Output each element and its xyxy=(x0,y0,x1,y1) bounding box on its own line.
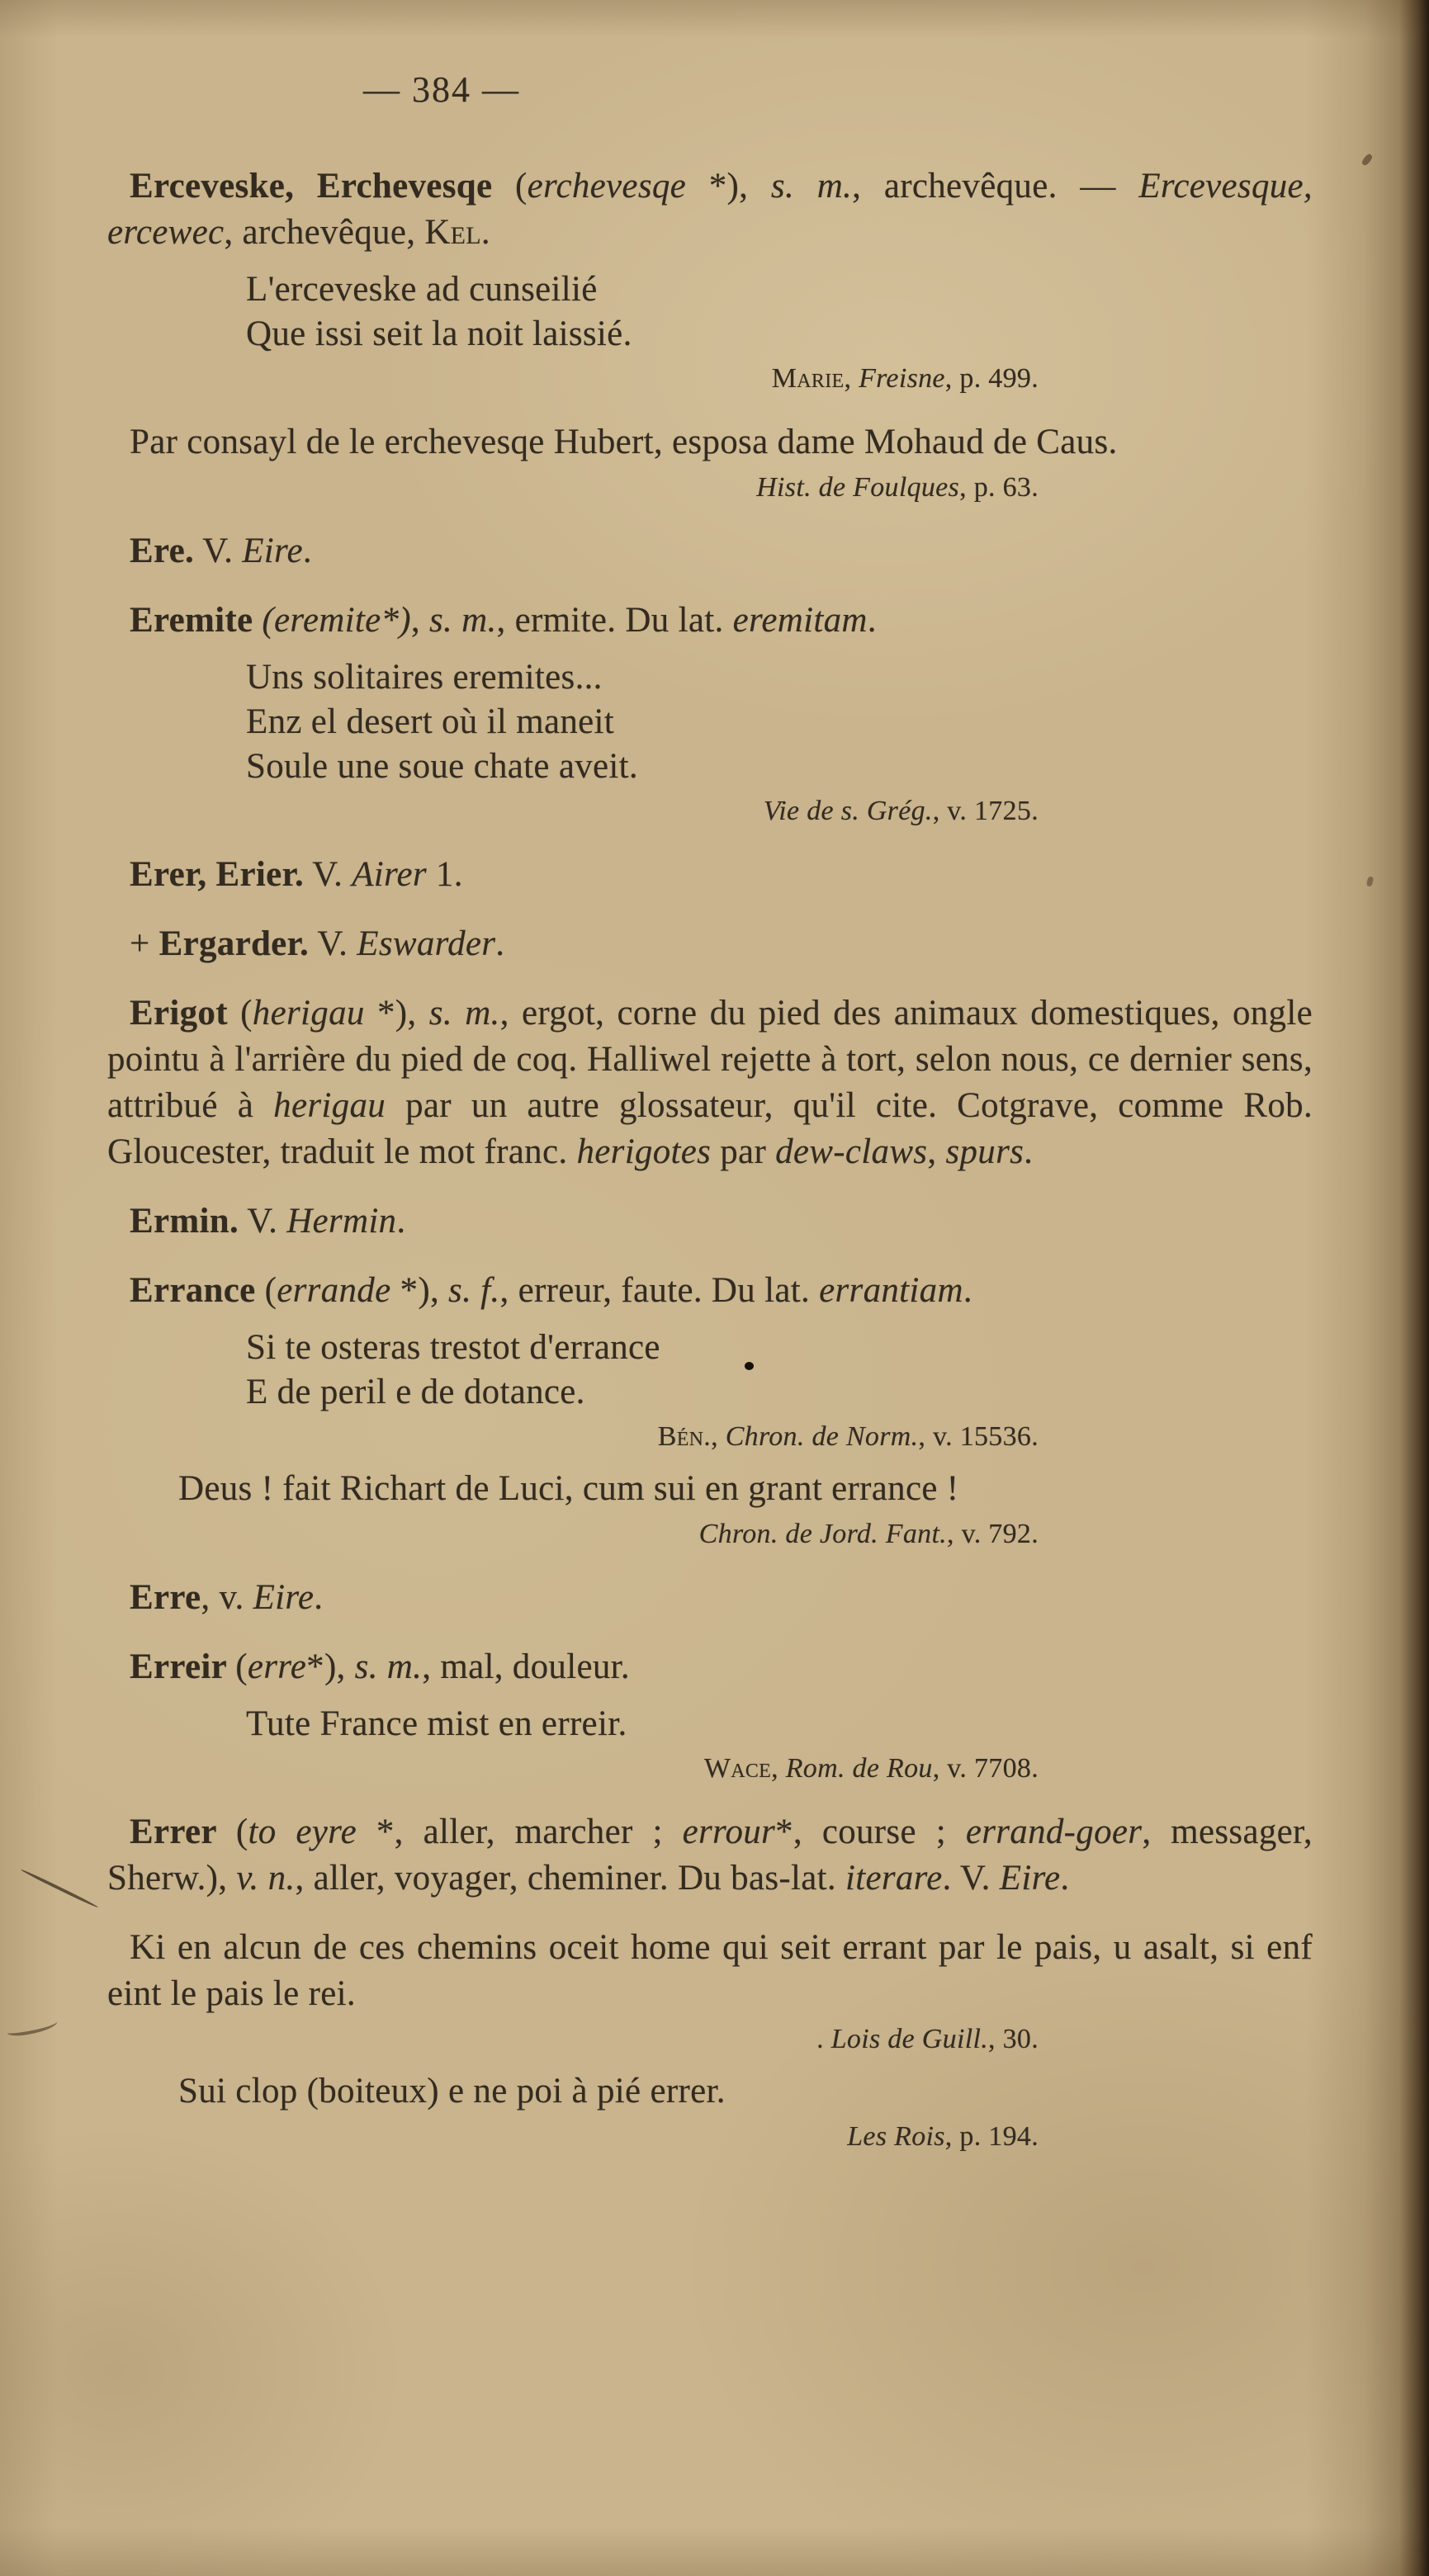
text-segment: , xyxy=(410,601,429,640)
text-segment: , v. 1725. xyxy=(932,796,1039,826)
verse-line xyxy=(246,312,1313,357)
dictionary-entry xyxy=(107,990,1313,1175)
dictionary-entry xyxy=(107,852,1313,898)
page-content-column xyxy=(107,69,1313,2156)
text-segment: errour xyxy=(682,1813,776,1851)
text-segment: Ercevesque, ercewec xyxy=(107,167,1313,252)
text-segment: s. f. xyxy=(448,1271,500,1310)
text-segment: Tute France mist en erreir. xyxy=(246,1704,627,1743)
text-segment: , v. 792. xyxy=(947,1519,1039,1549)
verse-line xyxy=(246,1370,1313,1415)
text-segment: Eire xyxy=(999,1859,1061,1898)
text-segment: Erceveske, Erchevesqe xyxy=(130,167,516,206)
verse-line xyxy=(246,744,1313,789)
text-segment: s. m. xyxy=(428,994,500,1033)
prose-quote xyxy=(178,1466,1313,1512)
text-segment: herigotes xyxy=(576,1132,712,1171)
text-segment: Bén xyxy=(657,1421,704,1452)
text-segment: Wace xyxy=(703,1753,772,1784)
text-segment: . xyxy=(1060,1859,1070,1898)
dictionary-entry xyxy=(107,598,1313,644)
text-segment: erre xyxy=(247,1647,307,1686)
text-segment: par xyxy=(711,1132,776,1171)
page-number: — 384 — xyxy=(363,69,520,110)
text-segment: Les Rois xyxy=(847,2121,945,2152)
text-segment: Errance xyxy=(130,1271,265,1310)
paper-speck-artifact-2 xyxy=(1366,876,1375,886)
citation xyxy=(107,2022,1313,2057)
text-segment: . xyxy=(396,1202,406,1241)
dictionary-entry xyxy=(107,1644,1313,1690)
text-segment: ( xyxy=(235,1647,248,1686)
text-segment: , ermite. Du lat. xyxy=(496,601,733,640)
verse-line xyxy=(246,1326,1313,1370)
text-segment: v. n. xyxy=(236,1859,296,1898)
text-segment: ., xyxy=(703,1421,726,1452)
text-segment: Hermin xyxy=(286,1202,397,1241)
dictionary-entry xyxy=(107,1809,1313,1902)
text-segment: erchevesqe xyxy=(527,167,687,206)
text-segment: Freisne xyxy=(859,363,945,394)
dictionary-entry xyxy=(107,921,1313,967)
text-segment: , p. 194. xyxy=(944,2121,1039,2152)
verse-line xyxy=(246,655,1313,700)
text-segment: . xyxy=(480,213,490,252)
text-segment: , 30. xyxy=(988,2024,1039,2054)
text-segment: 1. xyxy=(426,855,463,894)
text-segment: *, aller, marcher ; xyxy=(356,1813,683,1851)
dictionary-entry xyxy=(107,1925,1313,2017)
citation xyxy=(107,2120,1313,2154)
text-segment: Uns solitaires eremites... xyxy=(246,658,603,697)
text-segment: Eire xyxy=(253,1578,315,1617)
text-segment: Eswarder xyxy=(357,924,496,963)
text-segment: Hist. de Foulques xyxy=(756,472,960,503)
text-segment: . xyxy=(314,1578,324,1617)
text-segment: Erre xyxy=(130,1578,201,1617)
text-segment: Chron. de Norm. xyxy=(725,1421,919,1452)
text-segment: Erigot xyxy=(130,994,241,1033)
text-segment: s. m. xyxy=(354,1647,423,1686)
text-segment: , mal, douleur. xyxy=(422,1647,630,1686)
text-segment: , v. 15536. xyxy=(918,1421,1039,1452)
dictionary-entry xyxy=(107,419,1313,466)
text-segment: . xyxy=(1024,1132,1034,1171)
text-segment: , erreur, faute. Du lat. xyxy=(499,1271,820,1310)
citation xyxy=(107,1517,1313,1552)
text-segment: Ergarder. xyxy=(159,924,310,963)
text-segment: *), xyxy=(390,1271,449,1310)
citation xyxy=(107,470,1313,505)
text-segment: V. xyxy=(309,924,357,963)
pen-mark-artifact-2 xyxy=(6,2016,59,2039)
text-segment: Airer xyxy=(352,855,427,894)
dictionary-entry xyxy=(107,163,1313,256)
text-segment: L'erceveske ad cunseilié xyxy=(246,270,598,309)
text-segment: V. xyxy=(194,532,243,570)
text-segment: . xyxy=(302,532,312,570)
text-segment: *), xyxy=(364,994,429,1033)
text-segment: ( xyxy=(264,1271,277,1310)
text-segment: , ergot, corne du pied des animaux domestiques, ongle pointu à l'arrière du pied de coq. Halliwel rejette à tort, selon nous, ce dernier sens, attribué à xyxy=(107,994,1313,1125)
text-segment: eremitam xyxy=(732,601,868,640)
text-segment: Chron. de Jord. Fant. xyxy=(698,1519,947,1549)
text-segment: to eyre xyxy=(248,1813,357,1851)
text-segment: *), xyxy=(686,167,771,206)
text-segment: Vie de s. Grég. xyxy=(763,796,933,826)
text-segment: + xyxy=(130,924,159,963)
text-segment: , xyxy=(771,1753,786,1784)
text-segment: Errer xyxy=(130,1813,236,1851)
citation xyxy=(107,1751,1313,1786)
text-segment: s. m. xyxy=(770,167,853,206)
text-segment: herigau xyxy=(252,994,365,1033)
text-segment: . xyxy=(867,601,877,640)
text-segment: Ere. xyxy=(130,532,195,570)
text-segment: Ermin. xyxy=(130,1202,239,1241)
text-segment: Marie xyxy=(771,363,845,394)
text-segment: ( xyxy=(240,994,253,1033)
text-segment: , aller, voyager, cheminer. Du bas-lat. xyxy=(295,1859,845,1898)
dictionary-entry xyxy=(107,528,1313,574)
text-segment: *, course ; xyxy=(775,1813,966,1851)
text-segment: errantiam xyxy=(819,1271,963,1310)
text-segment: , archevêque. — xyxy=(852,167,1139,206)
dictionary-entry xyxy=(107,1268,1313,1314)
text-segment: , xyxy=(927,1132,946,1171)
text-segment: Si te osteras trestot d'errance xyxy=(246,1328,660,1367)
text-segment: Deus ! fait Richart de Luci, cum sui en grant errance ! xyxy=(178,1469,959,1508)
text-segment: errande xyxy=(277,1271,391,1310)
text-segment: Sui clop (boiteux) e ne poi à pié errer. xyxy=(178,2072,726,2110)
text-segment: Eremite xyxy=(130,601,263,640)
pen-mark-artifact xyxy=(20,1868,98,1908)
text-segment: , archevêque, xyxy=(224,213,425,252)
verse-line xyxy=(246,1702,1313,1746)
verse-line xyxy=(246,267,1313,312)
dictionary-entry xyxy=(107,1198,1313,1245)
text-segment: Que issi seit la noit laissié. xyxy=(246,314,632,353)
text-segment: spurs xyxy=(945,1132,1024,1171)
text-segment: (eremite*) xyxy=(262,601,411,640)
text-segment: Rom. de Rou xyxy=(785,1753,933,1784)
text-segment: Lois de Guill. xyxy=(830,2024,988,2054)
citation xyxy=(107,794,1313,829)
text-segment: s. m. xyxy=(429,601,497,640)
text-segment: herigau xyxy=(273,1086,386,1125)
text-segment: , p. 499. xyxy=(944,363,1039,394)
text-segment: E de peril e de dotance. xyxy=(246,1373,585,1411)
prose-quote xyxy=(178,2068,1313,2115)
text-segment: , xyxy=(844,363,859,394)
text-segment: , v. xyxy=(201,1578,253,1617)
text-segment: dew-claws xyxy=(775,1132,928,1171)
text-segment: *), xyxy=(306,1647,355,1686)
text-segment: Kel xyxy=(424,213,481,252)
verse-line xyxy=(246,700,1313,744)
paper-speck-artifact xyxy=(1360,153,1374,167)
page-content xyxy=(107,163,1313,2154)
citation xyxy=(107,1420,1313,1454)
text-segment: Enz el desert où il maneit xyxy=(246,702,615,741)
text-segment: , messager, Sherw.), xyxy=(107,1813,1313,1898)
text-segment: ( xyxy=(515,167,528,206)
text-segment: Erreir xyxy=(130,1647,236,1686)
text-segment: V. xyxy=(239,1202,287,1241)
citation xyxy=(107,362,1313,396)
text-segment: , p. 63. xyxy=(959,472,1039,503)
text-segment: V. xyxy=(304,855,353,894)
text-segment: , v. 7708. xyxy=(932,1753,1039,1784)
text-segment: par un autre glossateur, qu'il cite. Cotgrave, comme Rob. Gloucester, traduit le mot franc. xyxy=(107,1086,1313,1171)
text-segment: Par consayl de le erchevesqe Hubert, esposa dame Mohaud de Caus. xyxy=(130,423,1118,461)
text-segment: Soule une soue chate aveit. xyxy=(246,747,638,786)
text-segment: . xyxy=(816,2024,831,2054)
text-segment: iterare xyxy=(845,1859,943,1898)
text-segment: Ki en alcun de ces chemins oceit home qui seit errant par le pais, u asalt, si enf eint le pais le rei. xyxy=(107,1928,1313,2013)
ink-dot-artifact xyxy=(745,1362,754,1370)
text-segment: Eire xyxy=(242,532,303,570)
text-segment: . xyxy=(495,924,505,963)
text-segment: Erer, Erier. xyxy=(130,855,304,894)
dictionary-entry xyxy=(107,1575,1313,1621)
text-segment: . V. xyxy=(942,1859,1000,1898)
text-segment: ( xyxy=(235,1813,248,1851)
text-segment: errand-goer xyxy=(965,1813,1143,1851)
text-segment: . xyxy=(963,1271,972,1310)
